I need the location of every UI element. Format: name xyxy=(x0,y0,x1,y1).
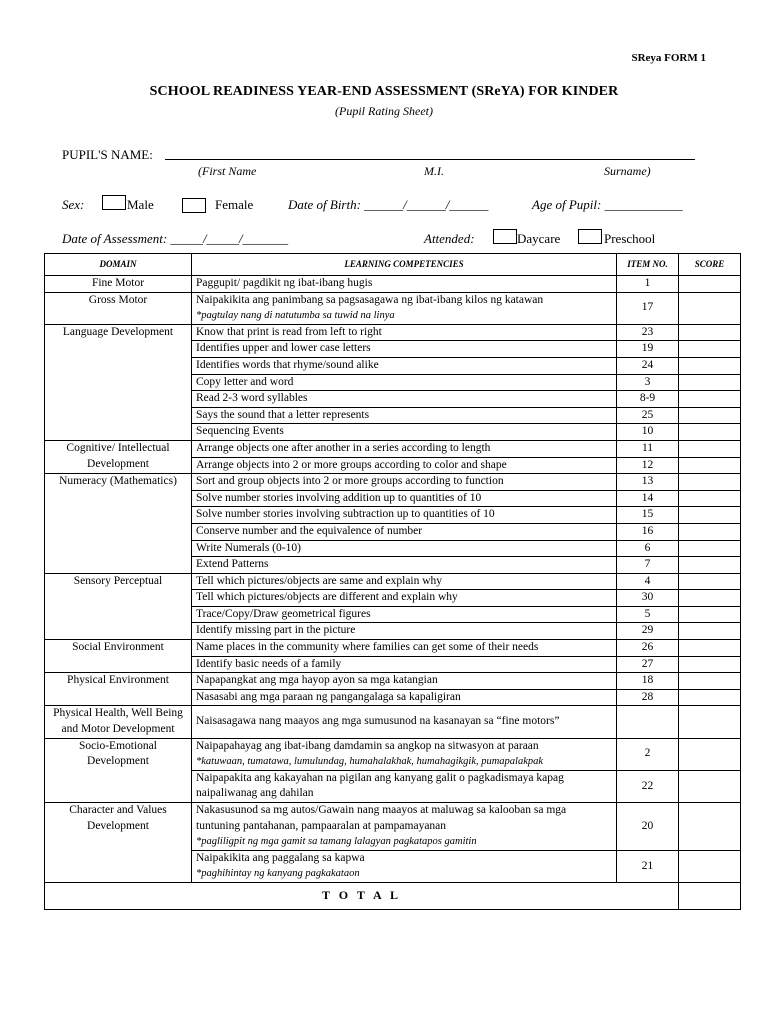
score-cell[interactable] xyxy=(679,490,741,507)
competency-text: Name places in the community where families can get some of their needs xyxy=(196,641,539,654)
item-no-header: ITEM NO. xyxy=(617,254,679,276)
score-cell[interactable] xyxy=(679,292,741,324)
surname-caption: Surname) xyxy=(604,164,651,178)
competency-cell xyxy=(192,573,617,590)
score-cell[interactable] xyxy=(679,391,741,408)
total-label: T O T A L xyxy=(45,882,679,909)
competency-cell xyxy=(192,606,617,623)
competency-text: Arrange objects into 2 or more groups according to color and shape xyxy=(196,458,507,471)
table-row xyxy=(45,292,741,324)
domain-cell: Cognitive/ Intellectual Development xyxy=(45,440,192,473)
competency-text: Identify basic needs of a family xyxy=(196,657,342,670)
age-field[interactable]: Age of Pupil: ____________ xyxy=(532,197,683,212)
competency-note: *pagliligpit ng mga gamit sa tamang lalagyan pagkatapos gamitin xyxy=(196,836,477,848)
score-cell[interactable] xyxy=(679,341,741,358)
item-no-cell: 10 xyxy=(617,424,679,441)
competency-text: Know that print is read from left to right xyxy=(196,325,382,338)
competency-text: Extend Patterns xyxy=(196,558,269,571)
item-no-cell: 19 xyxy=(617,341,679,358)
item-no-cell: 12 xyxy=(617,457,679,474)
competency-cell xyxy=(192,424,617,441)
competency-cell xyxy=(192,374,617,391)
competency-text: Identify missing part in the picture xyxy=(196,624,356,637)
score-cell[interactable] xyxy=(679,540,741,557)
competency-cell xyxy=(192,640,617,657)
sex-label: Sex: xyxy=(62,197,85,212)
score-cell[interactable] xyxy=(679,276,741,293)
score-cell[interactable] xyxy=(679,557,741,574)
domain-cell: Physical Environment xyxy=(45,673,192,706)
competency-cell xyxy=(192,341,617,358)
attended-label: Attended: xyxy=(424,231,475,246)
male-label: Male xyxy=(127,197,154,212)
competency-text: Naipapahayag ang ibat-ibang damdamin sa angkop na sitwasyon at paraan xyxy=(196,739,539,752)
date-of-birth-field[interactable]: Date of Birth: ______/______/______ xyxy=(288,197,489,212)
item-no-cell: 26 xyxy=(617,640,679,657)
score-cell[interactable] xyxy=(679,573,741,590)
score-cell[interactable] xyxy=(679,706,741,738)
competency-cell xyxy=(192,656,617,673)
score-cell[interactable] xyxy=(679,474,741,491)
competency-text: Says the sound that a letter represents xyxy=(196,408,370,421)
preschool-label: Preschool xyxy=(604,231,656,246)
competency-text: Write Numerals (0-10) xyxy=(196,541,301,554)
score-cell[interactable] xyxy=(679,689,741,706)
date-of-assessment-field[interactable]: Date of Assessment: _____/_____/_______ xyxy=(62,231,289,246)
competency-cell xyxy=(192,490,617,507)
total-row xyxy=(45,882,741,909)
item-no-cell: 28 xyxy=(617,689,679,706)
table-row xyxy=(45,803,741,851)
competency-text: Sequencing Events xyxy=(196,425,284,438)
table-row xyxy=(45,640,741,657)
mi-caption: M.I. xyxy=(424,164,444,178)
competency-cell xyxy=(192,706,617,738)
competency-cell xyxy=(192,457,617,474)
competencies-header: LEARNING COMPETENCIES xyxy=(192,254,617,276)
competency-text: Tell which pictures/objects are different and explain why xyxy=(196,591,458,604)
score-cell[interactable] xyxy=(679,407,741,424)
score-cell[interactable] xyxy=(679,590,741,607)
score-cell[interactable] xyxy=(679,640,741,657)
domain-cell: Language Development xyxy=(45,324,192,440)
competency-text: Naipakikita ang panimbang sa pagsasagawa ng ibat-ibang kilos ng katawan xyxy=(196,293,544,306)
competency-cell xyxy=(192,738,617,770)
table-row xyxy=(45,474,741,491)
competency-text: Solve number stories involving subtraction up to quantities of 10 xyxy=(196,508,495,521)
competency-text: Naipakikita ang paggalang sa kapwa xyxy=(196,851,365,864)
competency-text: Trace/Copy/Draw geometrical figures xyxy=(196,607,371,620)
score-cell[interactable] xyxy=(679,357,741,374)
domain-cell: Sensory Perceptual xyxy=(45,573,192,639)
item-no-cell: 11 xyxy=(617,440,679,457)
domain-cell: Numeracy (Mathematics) xyxy=(45,474,192,574)
competency-note: *paghihintay ng kanyang pagkakataon xyxy=(196,868,360,880)
female-checkbox[interactable] xyxy=(182,198,206,213)
competency-cell xyxy=(192,357,617,374)
competency-cell xyxy=(192,803,617,851)
score-cell[interactable] xyxy=(679,507,741,524)
item-no-cell: 23 xyxy=(617,324,679,341)
domain-cell: Social Environment xyxy=(45,640,192,673)
competency-text: Tell which pictures/objects are same and explain why xyxy=(196,574,443,587)
item-no-cell: 29 xyxy=(617,623,679,640)
item-no-cell: 8-9 xyxy=(617,391,679,408)
score-cell[interactable] xyxy=(679,606,741,623)
item-no-cell: 13 xyxy=(617,474,679,491)
table-row xyxy=(45,276,741,293)
table-row xyxy=(45,324,741,341)
item-no-cell: 21 xyxy=(617,850,679,882)
competency-cell xyxy=(192,276,617,293)
competency-text: Conserve number and the equivalence of number xyxy=(196,524,423,537)
score-cell[interactable] xyxy=(679,374,741,391)
competency-cell xyxy=(192,850,617,882)
competency-text: Naipapakita ang kakayahan na pigilan ang kanyang galit o pagkadismaya kapag naipaliwanag ang dahilan xyxy=(196,771,564,800)
competency-cell xyxy=(192,474,617,491)
score-cell[interactable] xyxy=(679,803,741,851)
table-row xyxy=(45,706,741,738)
competency-text: Solve number stories involving addition up to quantities of 10 xyxy=(196,491,482,504)
preschool-checkbox[interactable] xyxy=(578,229,602,244)
table-row xyxy=(45,738,741,770)
pupil-name-line[interactable] xyxy=(165,159,695,160)
score-cell[interactable] xyxy=(679,457,741,474)
table-header-row xyxy=(45,254,741,276)
item-no-cell: 5 xyxy=(617,606,679,623)
page-title: SCHOOL READINESS YEAR-END ASSESSMENT (SReYA) FOR KINDER xyxy=(149,84,619,99)
score-cell[interactable] xyxy=(679,440,741,457)
competency-cell xyxy=(192,391,617,408)
first-name-caption: (First Name xyxy=(198,164,257,178)
competency-text: Arrange objects one after another in a series according to length xyxy=(196,441,491,454)
competency-text: Naisasagawa nang maayos ang mga sumusunod na kasanayan sa “fine motors” xyxy=(196,715,560,728)
table-row xyxy=(45,573,741,590)
item-no-cell: 16 xyxy=(617,523,679,540)
item-no-cell: 6 xyxy=(617,540,679,557)
item-no-cell: 20 xyxy=(617,803,679,851)
competency-text: Copy letter and word xyxy=(196,375,294,388)
female-label: Female xyxy=(215,197,254,212)
competency-text: Read 2-3 word syllables xyxy=(196,392,308,405)
competency-cell xyxy=(192,770,617,802)
competency-cell xyxy=(192,440,617,457)
pupil-name-label: PUPIL'S NAME: xyxy=(62,147,153,162)
competency-text: Identifies upper and lower case letters xyxy=(196,342,371,355)
competency-text: Sort and group objects into 2 or more groups according to function xyxy=(196,475,504,488)
score-cell[interactable] xyxy=(679,324,741,341)
score-cell[interactable] xyxy=(679,770,741,802)
score-cell[interactable] xyxy=(679,424,741,441)
page-subtitle: (Pupil Rating Sheet) xyxy=(335,104,433,118)
item-no-cell: 22 xyxy=(617,770,679,802)
score-cell[interactable] xyxy=(679,623,741,640)
item-no-cell: 15 xyxy=(617,507,679,524)
score-cell[interactable] xyxy=(679,738,741,770)
item-no-cell: 18 xyxy=(617,673,679,690)
competency-text: Nasasabi ang mga paraan ng pangangalaga sa kapaligiran xyxy=(196,690,461,703)
competency-cell xyxy=(192,557,617,574)
form-id: SReya FORM 1 xyxy=(631,52,706,64)
item-no-cell: 30 xyxy=(617,590,679,607)
competency-note: *pagtulay nang di natutumba sa tuwid na linya xyxy=(196,310,395,322)
competency-cell xyxy=(192,689,617,706)
competency-text: Napapangkat ang mga hayop ayon sa mga katangian xyxy=(196,674,438,687)
competency-text: Nakasusunod sa mg autos/Gawain nang maayos at maluwag sa kalooban sa mga tuntuning pantahanan, pampaaralan at pampamayanan xyxy=(196,804,567,832)
item-no-cell: 4 xyxy=(617,573,679,590)
competency-cell xyxy=(192,523,617,540)
daycare-label: Daycare xyxy=(517,231,561,246)
score-cell[interactable] xyxy=(679,850,741,882)
competency-cell xyxy=(192,673,617,690)
item-no-cell: 1 xyxy=(617,276,679,293)
domain-cell: Physical Health, Well Being and Motor Development xyxy=(45,706,192,738)
item-no-cell xyxy=(617,706,679,738)
domain-cell: Gross Motor xyxy=(45,292,192,324)
competency-cell xyxy=(192,507,617,524)
total-score-cell[interactable] xyxy=(679,882,741,909)
daycare-checkbox[interactable] xyxy=(493,229,517,244)
competency-cell xyxy=(192,540,617,557)
domain-cell: Character and Values Development xyxy=(45,803,192,883)
competency-cell xyxy=(192,292,617,324)
item-no-cell: 7 xyxy=(617,557,679,574)
table-row xyxy=(45,673,741,690)
male-checkbox[interactable] xyxy=(102,195,126,210)
competency-cell xyxy=(192,590,617,607)
item-no-cell: 17 xyxy=(617,292,679,324)
item-no-cell: 25 xyxy=(617,407,679,424)
table-body xyxy=(45,276,741,883)
item-no-cell: 14 xyxy=(617,490,679,507)
competency-cell xyxy=(192,623,617,640)
score-cell[interactable] xyxy=(679,523,741,540)
table-row xyxy=(45,440,741,457)
competency-text: Paggupit/ pagdikit ng ibat-ibang hugis xyxy=(196,277,373,289)
item-no-cell: 27 xyxy=(617,656,679,673)
item-no-cell: 3 xyxy=(617,374,679,391)
rating-table xyxy=(44,253,741,910)
competency-cell xyxy=(192,407,617,424)
competency-text: Identifies words that rhyme/sound alike xyxy=(196,358,379,371)
item-no-cell: 2 xyxy=(617,738,679,770)
score-header: SCORE xyxy=(679,254,741,276)
domain-header: DOMAIN xyxy=(45,254,192,276)
competency-note: *katuwaan, tumatawa, lumulundag, humahalakhak, humahagikgik, pumapalakpak xyxy=(196,756,544,768)
competency-cell xyxy=(192,324,617,341)
score-cell[interactable] xyxy=(679,656,741,673)
domain-cell: Fine Motor xyxy=(45,276,192,293)
item-no-cell: 24 xyxy=(617,357,679,374)
score-cell[interactable] xyxy=(679,673,741,690)
domain-cell: Socio-Emotional Development xyxy=(45,738,192,802)
